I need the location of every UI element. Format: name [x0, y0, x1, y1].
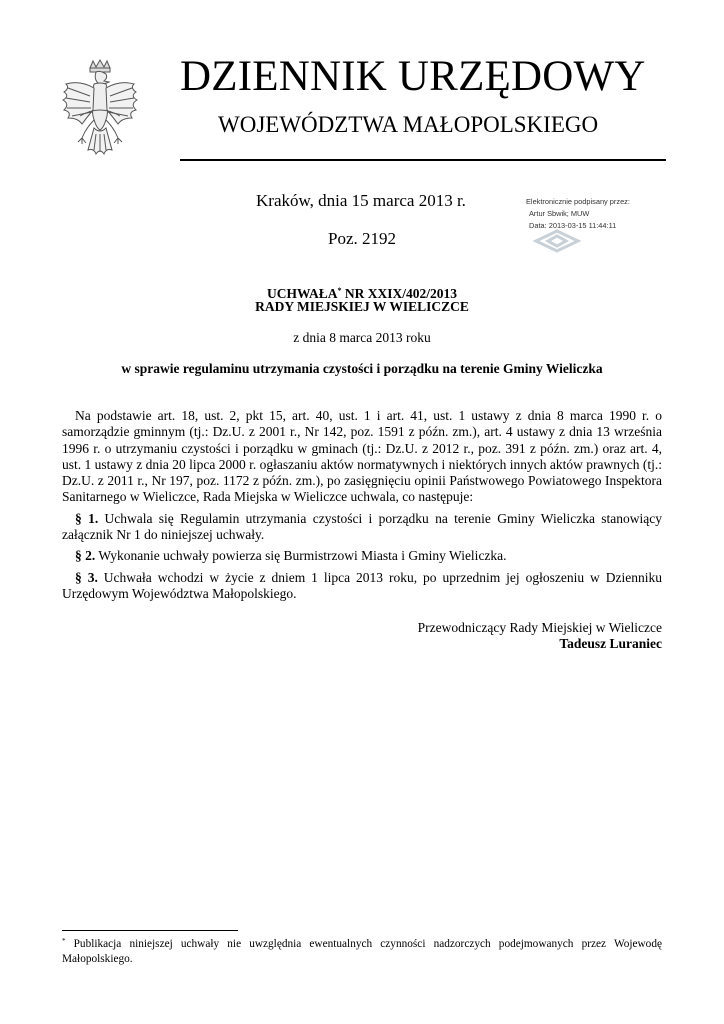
signatory-role: Przewodniczący Rady Miejskiej w Wieliczce — [417, 620, 662, 635]
footnote — [62, 934, 662, 967]
resolution-number: NR XXIX/402/2013 — [341, 286, 458, 301]
issue-dateline: Kraków, dnia 15 marca 2013 r. — [256, 191, 466, 210]
eagle-emblem-icon — [60, 58, 140, 170]
section-text: Uchwała wchodzi w życie z dniem 1 lipca 2013 roku, po uprzednim jej ogłoszeniu w Dzienniku Urzędowym Województwa Małopolskiego. — [62, 569, 662, 601]
esign-label: Elektronicznie podpisany przez: — [526, 197, 630, 206]
section-paragraph-2 — [62, 548, 662, 564]
section-marker: § 3. — [75, 569, 98, 585]
section-text: Uchwala się Regulamin utrzymania czystości i porządku na terenie Gminy Wieliczka stanowiący załącznik Nr 1 do niniejszej uchwały. — [62, 510, 663, 543]
journal-subtitle: WOJEWÓDZTWA MAŁOPOLSKIEGO — [218, 112, 599, 137]
section-paragraph-1 — [62, 511, 662, 544]
resolution-date: z dnia 8 marca 2013 roku — [293, 330, 431, 345]
signature-block — [418, 620, 662, 652]
section-text: Wykonanie uchwały powierza się Burmistrzowi Miasta i Gminy Wieliczka. — [95, 548, 507, 564]
position-number: Poz. 2192 — [328, 229, 396, 248]
resolution-body — [62, 408, 662, 602]
signature-seal-icon — [532, 228, 582, 254]
electronic-signature-stamp — [524, 196, 664, 260]
esign-date: Data: 2013-03-15 11:44:11 — [529, 221, 617, 230]
journal-title: DZIENNIK URZĘDOWY — [180, 53, 646, 100]
preamble-paragraph: Na podstawie art. 18, ust. 2, pkt 15, art. 40, ust. 1 i art. 41, ust. 1 ustawy z dnia 8 marca 1990 r. o samorządzie gminnym (tj.: Dz.U. z 2001 r., Nr 142, poz. 1591 z późn. zm.), art. 4 ustawy z dnia 13 września 1996 r. o utrzymaniu czystości i porządku w gminach (tj.: Dz.U. z 2012 r., poz. 391 z późn. zm.) oraz art. 4, ust. 1 ustawy z dnia 20 lipca 2000 r. ogłaszaniu aktów normatywnych i niektórych innych aktów prawnych (tj.: Dz.U. z 2011 r., Nr 197, poz. 1172 z późn. zm.), po zasięgnięciu opinii Państwowego Powiatowego Inspektora Sanitarnego w Wieliczce, Rada Miejska w Wieliczce uchwala, co następuje: — [62, 408, 662, 505]
footnote-marker: * — [337, 286, 342, 295]
resolution-subject: w sprawie regulaminu utrzymania czystości i porządku na terenie Gminy Wieliczka — [121, 361, 603, 376]
signatory-name: Tadeusz Luraniec — [559, 636, 662, 651]
footnote-divider — [62, 930, 238, 931]
esign-signer: Artur Sbwik; MUW — [529, 209, 590, 218]
resolution-title-word: UCHWAŁA — [266, 286, 338, 301]
section-marker: § 1. — [75, 510, 99, 526]
footnote-text: Publikacja niniejszej uchwały nie uwzględnia ewentualnych czynności nadzorczych podejmowanych przez Wojewodę Małopolskiego. — [62, 938, 662, 965]
footnote-marker: * — [62, 937, 66, 945]
section-paragraph-3 — [62, 570, 662, 603]
resolution-council: RADY MIEJSKIEJ W WIELICZCE — [255, 299, 469, 314]
masthead-divider — [180, 159, 666, 161]
section-marker: § 2. — [75, 548, 96, 564]
